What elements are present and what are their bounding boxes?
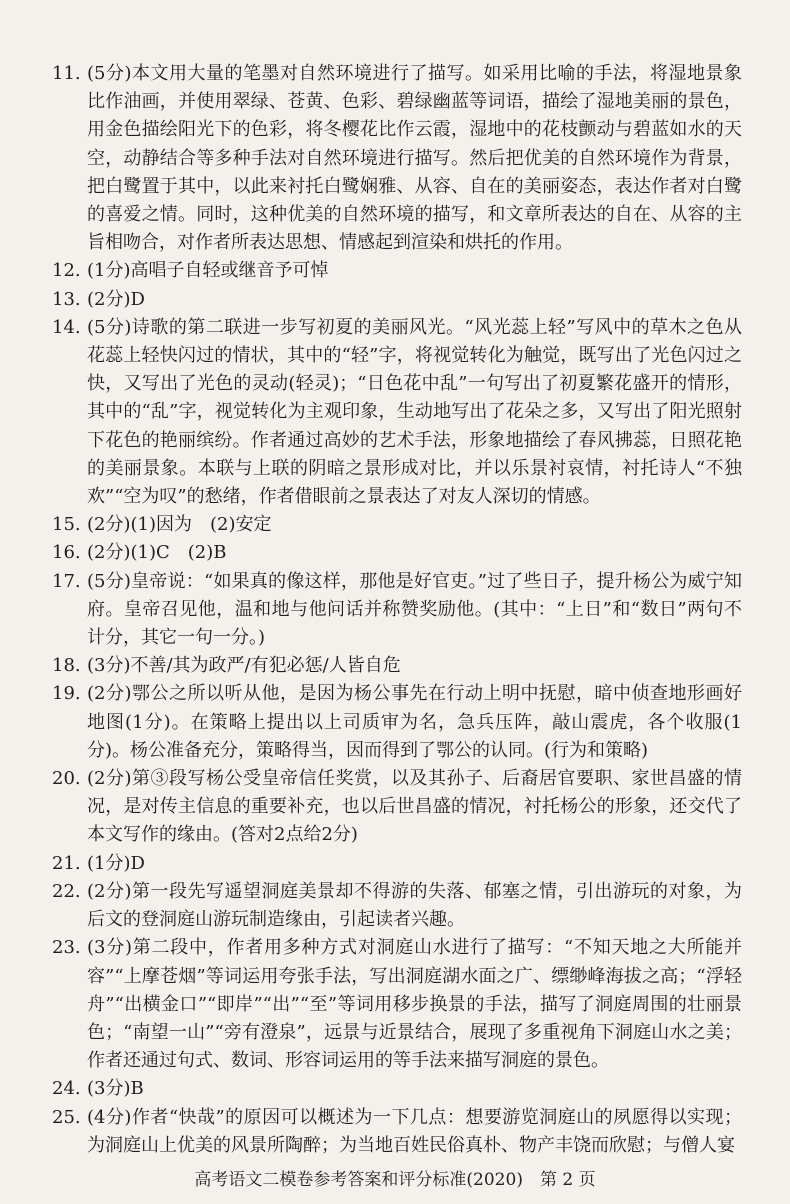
- answer-item: [52, 539, 742, 567]
- answer-item: [52, 568, 742, 653]
- answer-item: [52, 60, 742, 257]
- answer-item: [52, 680, 742, 765]
- question-number: 17.: [52, 570, 81, 592]
- answer-text: (2分)第③段写杨公受皇帝信任奖赏，以及其孙子、后裔居官要职、家世昌盛的情况，是对传主信息的重要补充，也以后世昌盛的情况，衬托杨公的形象，还交代了本文写作的缘由。(答对2点给2分): [87, 768, 742, 846]
- answer-text: (2分)D: [87, 288, 145, 310]
- answer-text: (1分)D: [87, 852, 145, 874]
- answer-item: [52, 652, 742, 680]
- answer-item: [52, 314, 742, 511]
- answer-item: [52, 511, 742, 539]
- question-number: 22.: [52, 880, 81, 902]
- question-number: 16.: [52, 542, 81, 564]
- answer-item: [52, 850, 742, 878]
- answer-list: [52, 60, 742, 1160]
- answer-item: [52, 765, 742, 850]
- question-number: 25.: [52, 1106, 81, 1128]
- question-number: 15.: [52, 514, 81, 536]
- question-number: 23.: [52, 937, 81, 959]
- question-number: 19.: [52, 683, 81, 705]
- question-number: 13.: [52, 288, 81, 310]
- answer-item: [52, 1075, 742, 1103]
- answer-text: (2分)第一段先写遥望洞庭美景却不得游的失落、郁塞之情，引出游玩的对象，为后文的登洞庭山游玩制造缘由，引起读者兴趣。: [87, 880, 742, 931]
- question-number: 18.: [52, 655, 81, 677]
- answer-text: (3分)B: [87, 1078, 144, 1100]
- answer-item: [52, 1104, 742, 1160]
- question-number: 12.: [52, 260, 81, 282]
- answer-text: (2分)鄂公之所以听从他，是因为杨公事先在行动上明中抚慰，暗中侦查地形画好地图(1分)。在策略上提出以上司质审为名，急兵压阵，敲山震虎，各个收服(1分)。杨公准备充分，策略得当，因而得到了鄂公的认同。(行为和策略): [87, 683, 742, 761]
- question-number: 21.: [52, 852, 81, 874]
- question-number: 11.: [52, 63, 81, 84]
- page-footer: 高考语文二模卷参考答案和评分标准(2020) 第 2 页: [194, 1170, 596, 1190]
- answer-text: (4分)作者“快哉”的原因可以概述为一下几点：想要游览洞庭山的夙愿得以实现；为洞庭山上优美的风景所陶醉；为当地百姓民俗真朴、物产丰饶而欣慰；与僧人宴: [87, 1106, 742, 1156]
- answer-item: [52, 257, 742, 285]
- answer-text: (2分)(1)因为 (2)安定: [87, 514, 272, 536]
- question-number: 20.: [52, 768, 81, 790]
- question-number: 24.: [52, 1078, 81, 1100]
- answer-text: (2分)(1)C (2)B: [87, 542, 227, 564]
- answer-item: [52, 286, 742, 314]
- answer-text: (1分)高唱子自轻或继音予可悼: [87, 260, 329, 282]
- question-number: 14.: [52, 316, 81, 338]
- answer-item: [52, 878, 742, 934]
- answer-text: (5分)本文用大量的笔墨对自然环境进行了描写。如采用比喻的手法，将湿地景象比作油画，并使用翠绿、苍黄、色彩、碧绿幽蓝等词语，描绘了湿地美丽的景色，用金色描绘阳光下的色彩，将冬樱花比作云霞，湿地中的花枝颤动与碧蓝如水的天空，动静结合等多种手法对自然环境进行描写。然后把优美的自然环境作为背景，把白鹭置于其中，以此来衬托白鹭娴雅、从容、自在的美丽姿态，表达作者对白鹭的喜爱之情。同时，这种优美的自然环境的描写，和文章所表达的自在、从容的主旨相吻合，对作者所表达思想、情感起到渲染和烘托的作用。: [87, 63, 742, 254]
- answer-text: (3分)第二段中，作者用多种方式对洞庭山水进行了描写：“不知天地之大所能并容”“上摩苍烟”等词运用夸张手法，写出洞庭湖水面之广、缥缈峰海拔之高；“浮轻舟”“出横金口”“即岸”“出”“至”等词用移步换景的手法，描写了洞庭周围的壮丽景色；“南望一山”“旁有澄泉”，远景与近景结合，展现了多重视角下洞庭山水之美；作者还通过句式、数词、形容词运用的等手法来描写洞庭的景色。: [87, 937, 742, 1072]
- answer-text: (5分)皇帝说：“如果真的像这样，那他是好官吏。”过了些日子，提升杨公为威宁知府。皇帝召见他，温和地与他问话并称赞奖励他。(其中：“上日”和“数日”两句不计分，其它一句一分。): [87, 570, 742, 649]
- answer-text: (5分)诗歌的第二联进一步写初夏的美丽风光。“风光蕊上轻”写风中的草木之色从花蕊上轻快闪过的情状，其中的“轻”字，将视觉转化为触觉，既写出了光色闪过之快，又写出了光色的灵动(轻灵)；“日色花中乱”一句写出了初夏繁花盛开的情形，其中的“乱”字，视觉转化为主观印象，生动地写出了花朵之多，又写出了阳光照射下花色的艳丽缤纷。作者通过高妙的艺术手法，形象地描绘了春风拂蕊，日照花艳的美丽景象。本联与上联的阴暗之景形成对比，并以乐景衬哀情，衬托诗人“不独欢”“空为叹”的愁绪，作者借眼前之景表达了对友人深切的情感。: [87, 316, 742, 508]
- answer-item: [52, 934, 742, 1075]
- answer-text: (3分)不善/其为政严/有犯必惩/人皆自危: [87, 655, 401, 677]
